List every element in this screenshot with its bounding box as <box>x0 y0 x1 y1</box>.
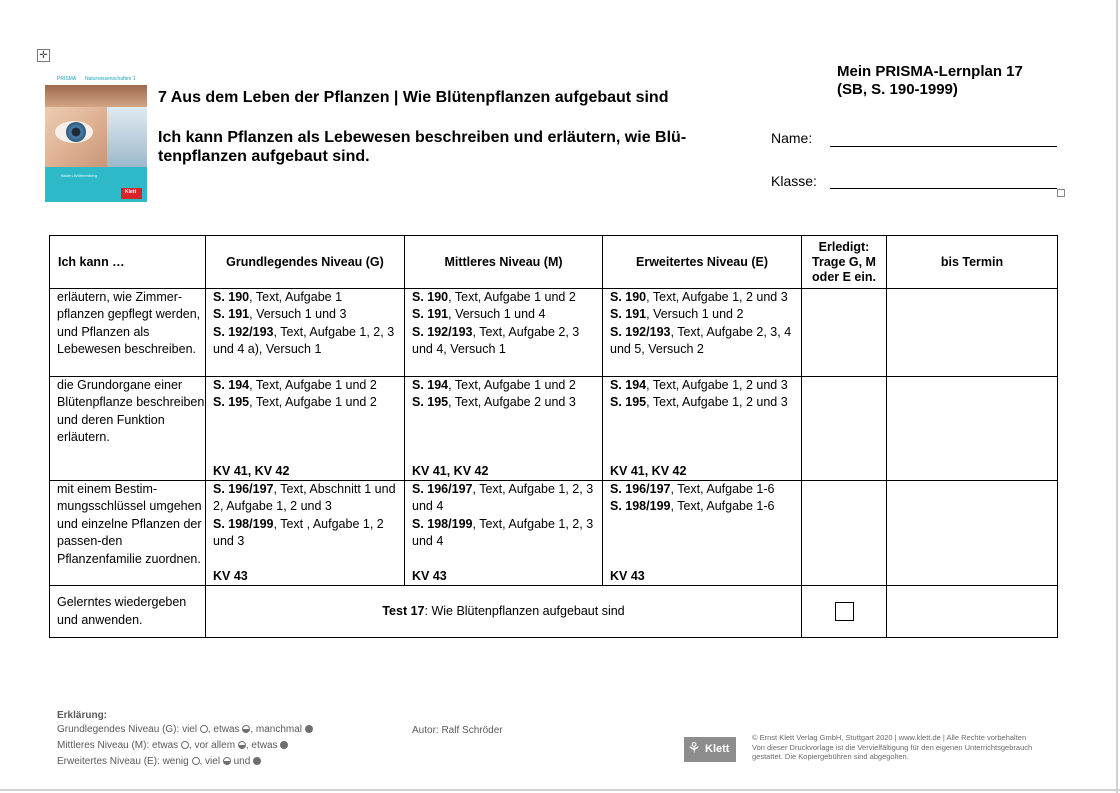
e-cell <box>603 377 802 481</box>
copyright <box>752 733 1062 762</box>
klett-plant-icon: ⚘ <box>687 740 701 757</box>
name-field-line[interactable] <box>830 146 1057 147</box>
class-label: Klasse: <box>771 173 817 189</box>
legend-line-g <box>57 722 313 738</box>
ref: S. 191 <box>213 307 250 322</box>
ref: S. 191 <box>412 307 449 322</box>
cover-landscape <box>107 107 147 167</box>
task: , Text, Aufgabe 1 und 2 <box>448 378 576 392</box>
legend-text: und <box>230 756 254 767</box>
copyright-line-3: gestattet. Die Kopiergebühren sind abgegolten. <box>752 752 909 761</box>
circle-empty-icon <box>192 757 200 765</box>
task: , Text, Aufgabe 1-6 <box>670 499 775 514</box>
header-mittel: Mittleres Niveau (M) <box>405 236 603 289</box>
ref: S. 192/193 <box>213 324 274 339</box>
header-ich-kann: Ich kann … <box>50 236 206 289</box>
cover-band-text: Baden-Württemberg <box>61 173 98 178</box>
cover-publisher-logo-text: Klett <box>125 189 137 195</box>
circle-empty-icon <box>181 741 189 749</box>
ref: S. 195 <box>610 395 647 410</box>
task: , Text, Aufgabe 1 und 2 <box>249 395 377 410</box>
page-border-right <box>1116 0 1118 793</box>
table-row <box>50 377 1058 481</box>
done-cell[interactable] <box>802 481 887 586</box>
legend-text: , etwas <box>207 724 243 735</box>
legend-text: , etwas <box>245 740 281 751</box>
ref: S. 195 <box>213 395 250 410</box>
done-checkbox[interactable] <box>835 602 854 621</box>
plan-title-line-1: Mein PRISMA-Lernplan 17 <box>837 63 1023 80</box>
cover-series: Naturwissenschaften 1 <box>85 76 136 82</box>
task: , Text , Aufgabe 1, 2 und 3 <box>213 516 384 549</box>
e-cell <box>603 481 802 586</box>
done-cell[interactable] <box>802 377 887 481</box>
can-cell: erläutern, wie Zimmer-pflanzen gepflegt werden, und Pflanzen als Lebewesen beschreiben. <box>50 289 206 377</box>
kv-ref: KV 43 <box>213 568 248 583</box>
copyright-line-1: © Ernst Klett Verlag GmbH, Stuttgart 2020 | www.klett.de | Alle Rechte vorbehalten <box>752 733 1027 742</box>
ref: S. 195 <box>412 395 449 410</box>
page-border-bottom <box>0 789 1120 791</box>
legend-text: , vor allem <box>188 740 238 751</box>
plan-title-line-2: (SB, S. 190-1999) <box>837 81 958 98</box>
table-row-test <box>50 586 1058 638</box>
circle-half-icon <box>223 757 231 765</box>
ref: S. 196/197 <box>213 482 274 496</box>
ref: S. 198/199 <box>412 516 473 531</box>
circle-empty-icon <box>200 725 208 733</box>
legend-text: Erweitertes Niveau (E): wenig <box>57 756 192 767</box>
learning-goal <box>158 128 758 166</box>
task: , Versuch 1 und 2 <box>646 307 744 322</box>
can-cell: die Grundorgane einer Blütenpflanze beschreiben und deren Funktion erläutern. <box>50 377 206 481</box>
legend-line-m <box>57 738 313 754</box>
cover-brand: PRISMA <box>57 76 77 82</box>
header-grundlegend: Grundlegendes Niveau (G) <box>206 236 405 289</box>
kv-ref: KV 41, KV 42 <box>213 463 290 478</box>
ref: S. 192/193 <box>610 324 671 339</box>
ref: S. 190 <box>610 290 647 304</box>
book-cover-image <box>45 75 147 202</box>
deadline-cell[interactable] <box>887 377 1058 481</box>
ref: S. 191 <box>610 307 647 322</box>
test-ref: Test 17 <box>382 603 425 618</box>
circle-full-icon <box>280 741 288 749</box>
done-cell[interactable] <box>802 289 887 377</box>
header-erledigt: Erledigt: Trage G, M oder E ein. <box>802 236 887 289</box>
table-resize-handle[interactable] <box>1057 189 1065 197</box>
learning-goal-line-1: Ich kann Pflanzen als Lebewesen beschreiben und erläutern, wie Blü- <box>158 129 687 146</box>
header-termin: bis Termin <box>887 236 1058 289</box>
cover-hair <box>45 85 147 107</box>
m-cell <box>405 377 603 481</box>
legend-text: , manchmal <box>250 724 305 735</box>
deadline-cell[interactable] <box>887 289 1058 377</box>
ref: S. 196/197 <box>412 482 473 496</box>
legend-text: , viel <box>199 756 223 767</box>
circle-half-icon <box>238 741 246 749</box>
can-cell: mit einem Bestim-mungsschlüssel umgehen und einzelne Pflanzen der passen-den Pflanzenfamilie zuordnen. <box>50 481 206 586</box>
task: , Text, Aufgabe 2, 3, 4 und 5, Versuch 2 <box>610 324 792 357</box>
author: Autor: Ralf Schröder <box>412 725 503 736</box>
legend-heading: Erklärung: <box>57 710 108 721</box>
task: , Text, Aufgabe 1-6 <box>670 482 775 496</box>
klett-logo <box>684 737 736 762</box>
task: , Versuch 1 und 3 <box>249 307 347 322</box>
plan-title <box>837 63 1023 99</box>
deadline-cell[interactable] <box>887 481 1058 586</box>
task: , Text, Aufgabe 2 und 3 <box>448 395 576 410</box>
task: , Text, Abschnitt 1 und 2, Aufgabe 1, 2 und 3 <box>213 482 396 514</box>
circle-full-icon <box>253 757 261 765</box>
legend-text: Mittleres Niveau (M): etwas <box>57 740 181 751</box>
test-title: : Wie Blütenpflanzen aufgebaut sind <box>424 603 625 618</box>
g-cell <box>206 377 405 481</box>
task: , Text, Aufgabe 1 und 2 <box>249 378 377 392</box>
m-cell <box>405 289 603 377</box>
page-title: 7 Aus dem Leben der Pflanzen | Wie Blütenpflanzen aufgebaut sind <box>158 89 669 106</box>
class-field-line[interactable] <box>830 188 1057 189</box>
g-cell <box>206 289 405 377</box>
task: , Text, Aufgabe 2, 3 und 4, Versuch 1 <box>412 324 580 357</box>
e-cell <box>603 289 802 377</box>
kv-ref: KV 43 <box>610 568 645 583</box>
task: , Text, Aufgabe 1, 2, 3 und 4 <box>412 516 594 549</box>
ref: S. 198/199 <box>610 499 671 514</box>
learning-goal-line-2: tenpflanzen aufgebaut sind. <box>158 148 370 165</box>
ref: S. 192/193 <box>412 324 473 339</box>
table-header-row <box>50 236 1058 289</box>
g-cell <box>206 481 405 586</box>
task: , Versuch 1 und 4 <box>448 307 546 322</box>
task: , Text, Aufgabe 1, 2 und 3 <box>646 378 788 392</box>
legend-line-e <box>57 754 313 770</box>
ref: S. 194 <box>412 378 449 392</box>
table-row <box>50 481 1058 586</box>
task: , Text, Aufgabe 1, 2, 3 und 4 <box>412 482 594 514</box>
task: , Text, Aufgabe 1 und 2 <box>448 290 576 304</box>
table-row <box>50 289 1058 377</box>
cover-iris <box>66 122 86 142</box>
test-cell <box>206 586 802 638</box>
ref: S. 190 <box>412 290 449 304</box>
legend-text: Grundlegendes Niveau (G): viel <box>57 724 200 735</box>
done-cell <box>802 586 887 638</box>
task: , Text, Aufgabe 1, 2, 3 und 4 a), Versuch 1 <box>213 324 395 357</box>
kv-ref: KV 41, KV 42 <box>610 463 687 478</box>
task: , Text, Aufgabe 1 <box>249 290 343 304</box>
legend <box>57 710 313 770</box>
circle-full-icon <box>305 725 313 733</box>
can-cell: Gelerntes wiedergeben und anwenden. <box>50 586 206 638</box>
task: , Text, Aufgabe 1, 2 und 3 <box>646 290 788 304</box>
ref: S. 194 <box>213 378 250 392</box>
header-erweitert: Erweitertes Niveau (E) <box>603 236 802 289</box>
klett-logo-text: Klett <box>705 743 730 755</box>
ref: S. 194 <box>610 378 647 392</box>
kv-ref: KV 43 <box>412 568 447 583</box>
table-move-handle-icon[interactable]: ✛ <box>37 49 50 62</box>
deadline-cell[interactable] <box>887 586 1058 638</box>
ref: S. 190 <box>213 290 250 304</box>
learning-plan-table <box>49 235 1058 638</box>
m-cell <box>405 481 603 586</box>
copyright-line-2: Von dieser Druckvorlage ist die Vervielfältigung für den eigenen Unterrichtsgebrauch <box>752 742 1033 752</box>
ref: S. 198/199 <box>213 516 274 531</box>
ref: S. 196/197 <box>610 482 671 496</box>
kv-ref: KV 41, KV 42 <box>412 463 489 478</box>
name-label: Name: <box>771 130 813 146</box>
cover-photo <box>45 85 147 167</box>
task: , Text, Aufgabe 1, 2 und 3 <box>646 395 788 410</box>
